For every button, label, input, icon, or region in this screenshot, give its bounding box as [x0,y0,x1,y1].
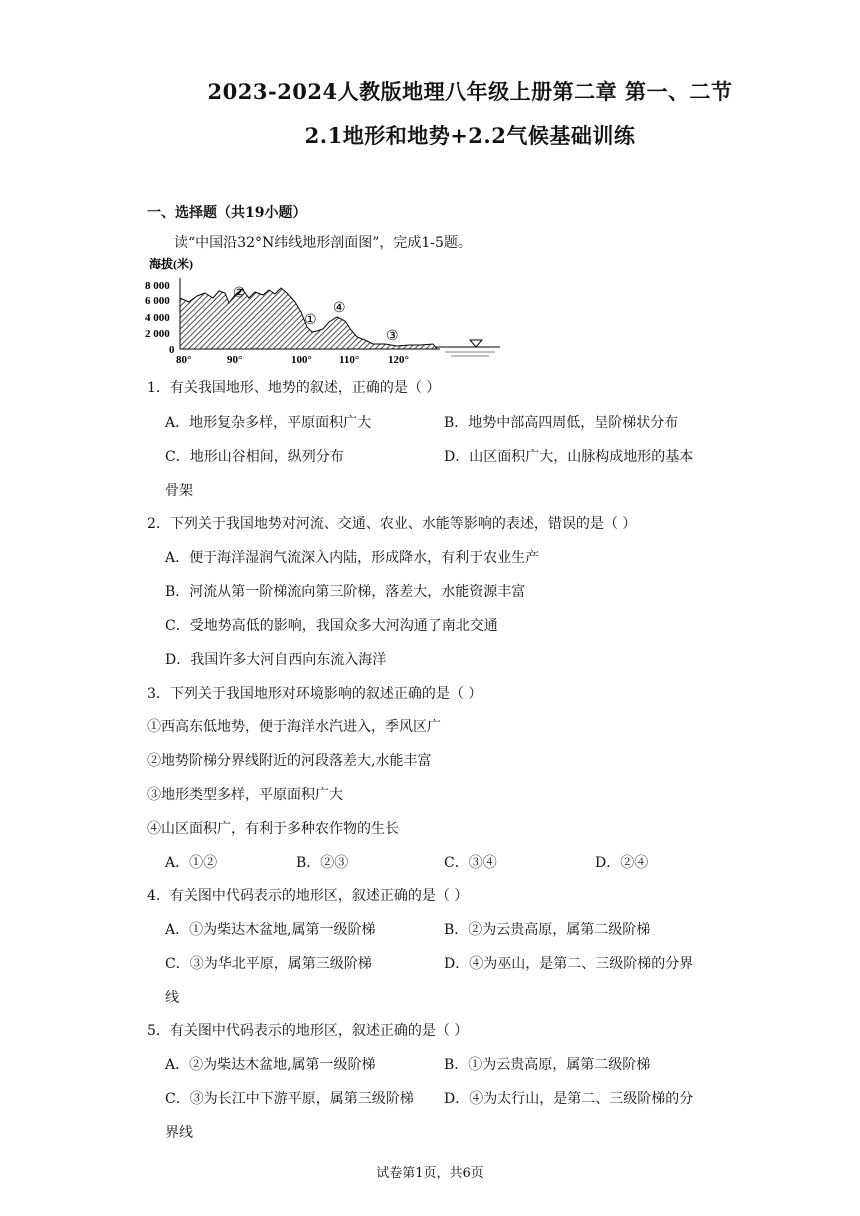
question-5-option-c[interactable]: C．③为长江中下游平原，属第三级阶梯 [165,1091,414,1107]
y-tick-6000: 6 000 [145,295,170,307]
question-2-stem: 2．下列关于我国地势对河流、交通、农业、水能等影响的表述，错误的是（ ） [147,516,637,532]
question-3-option-c[interactable]: C．③④ [444,855,497,871]
question-1-option-c[interactable]: C．地形山谷相间，纵列分布 [165,449,344,465]
terrain-profile-figure [145,256,505,366]
question-3-item-3: ③地形类型多样，平原面积广大 [147,787,343,803]
question-5-option-a[interactable]: A．②为柴达木盆地,属第一级阶梯 [165,1057,376,1073]
marker-3: ③ [386,329,399,344]
question-2-option-a[interactable]: A．便于海洋湿润气流深入内陆，形成降水，有利于农业生产 [165,550,540,566]
question-1-option-a[interactable]: A．地形复杂多样，平原面积广大 [165,415,372,431]
question-3-stem: 3．下列关于我国地形对环境影响的叙述正确的是（ ） [147,686,483,702]
question-5-option-b[interactable]: B．①为云贵高原，属第二级阶梯 [444,1057,651,1073]
y-tick-0: 0 [169,344,175,356]
question-2-option-c[interactable]: C．受地势高低的影响，我国众多大河沟通了南北交通 [165,618,498,634]
question-5-stem: 5．有关图中代码表示的地形区，叙述正确的是（ ） [147,1023,469,1039]
question-4-option-b[interactable]: B．②为云贵高原，属第二级阶梯 [444,922,651,938]
sea-level-marker [470,340,482,347]
intro-text: 读“中国沿32°N纬线地形剖面图”，完成1-5题。 [174,235,472,251]
y-tick-2000: 2 000 [145,328,170,340]
question-3-item-1: ①西高东低地势，便于海洋水汽进入，季风区广 [147,719,441,735]
question-3-option-d[interactable]: D．②④ [595,855,649,871]
question-1-option-d[interactable]: D．山区面积广大，山脉构成地形的基本 [444,449,694,465]
y-tick-4000: 4 000 [145,312,170,324]
question-4-option-c[interactable]: C．③为华北平原，属第三级阶梯 [165,956,372,972]
question-1-stem: 1．有关我国地形、地势的叙述，正确的是（ ） [147,380,441,396]
y-tick-8000: 8 000 [145,280,170,292]
section-heading: 一、选择题（共19小题） [147,205,307,221]
marker-2: ② [233,286,246,301]
document-title-line2: 2.1地形和地势+2.2气候基础训练 [304,123,636,148]
question-2-option-d[interactable]: D．我国许多大河自西向东流入海洋 [165,652,387,668]
question-4-option-a[interactable]: A．①为柴达木盆地,属第一级阶梯 [165,922,376,938]
x-tick-100: 100° [291,354,312,366]
question-1-option-b[interactable]: B．地势中部高四周低，呈阶梯状分布 [444,415,679,431]
page-footer: 试卷第1页，共6页 [376,1166,484,1181]
marker-1: ① [304,313,317,328]
x-tick-90: 90° [227,354,243,366]
y-axis-title: 海拔(米) [149,257,193,271]
x-tick-120: 120° [388,354,409,366]
question-4-stem: 4．有关图中代码表示的地形区，叙述正确的是（ ） [147,888,469,904]
question-3-option-b[interactable]: B．②③ [296,855,349,871]
x-tick-80: 80° [176,354,192,366]
question-4-option-d[interactable]: D．④为巫山，是第二、三级阶梯的分界 [444,956,694,972]
marker-4: ④ [333,301,346,316]
question-3-option-a[interactable]: A．①② [165,855,218,871]
document-title-line1: 2023-2024人教版地理八年级上册第二章 第一、二节 [207,79,733,104]
x-tick-110: 110° [339,354,360,366]
question-4-option-d-continued: 线 [165,990,179,1006]
question-3-item-2: ②地势阶梯分界线附近的河段落差大,水能丰富 [147,753,432,769]
question-5-option-d-continued: 界线 [165,1125,193,1141]
question-2-option-b[interactable]: B．河流从第一阶梯流向第三阶梯，落差大，水能资源丰富 [165,584,526,600]
question-3-item-4: ④山区面积广，有利于多种农作物的生长 [147,821,399,837]
question-1-option-d-continued: 骨架 [165,483,193,499]
question-5-option-d[interactable]: D．④为太行山，是第二、三级阶梯的分 [444,1091,694,1107]
